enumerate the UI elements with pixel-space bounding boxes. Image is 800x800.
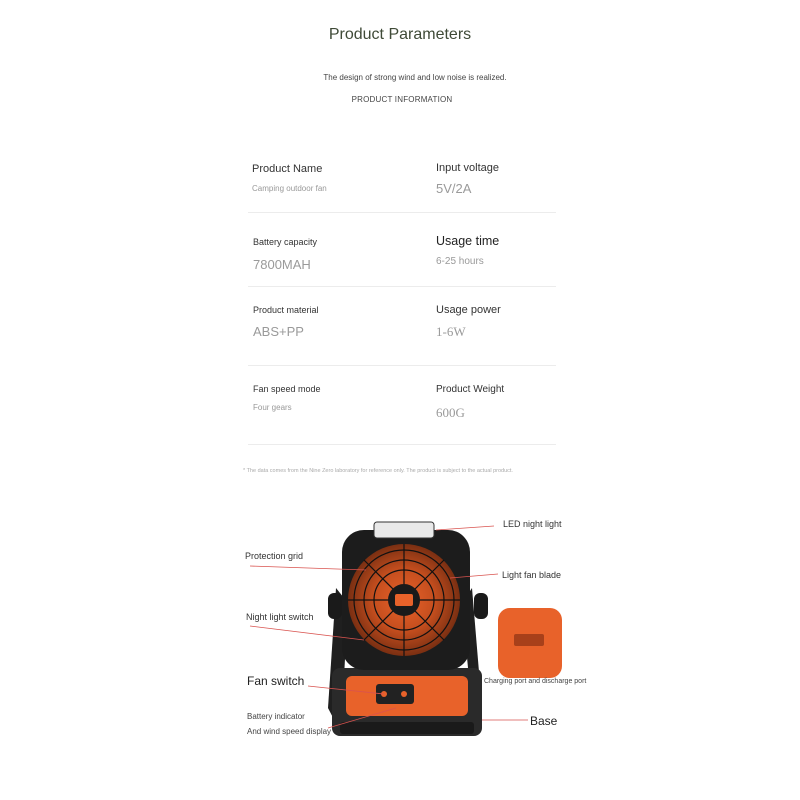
param-battery-capacity [253, 237, 317, 272]
param-label: Usage time [436, 234, 500, 248]
param-fan-speed-mode [253, 384, 321, 412]
param-input-voltage [436, 162, 499, 196]
divider [248, 286, 556, 287]
divider [248, 444, 556, 445]
button-dot [401, 691, 407, 697]
param-label: Product Weight [436, 384, 505, 395]
param-value: Camping outdoor fan [252, 184, 327, 193]
param-label: Fan speed mode [253, 384, 321, 394]
param-value: 5V/2A [436, 181, 472, 196]
section-label: PRODUCT INFORMATION [351, 95, 453, 104]
param-value: 7800MAH [253, 257, 311, 272]
param-label: Usage power [436, 304, 501, 316]
page-title: Product Parameters [328, 26, 472, 43]
label-charging-port: Charging port and discharge port [484, 678, 587, 685]
label-night-light-switch: Night light switch [246, 612, 314, 622]
fan-illustration [236, 508, 576, 760]
hub-badge [395, 594, 413, 606]
param-value: 600G [436, 405, 465, 420]
param-value: 1-6W [436, 324, 466, 339]
param-label: Product material [253, 305, 319, 315]
product-diagram [236, 508, 587, 760]
label-wind-speed-display: And wind speed display [247, 727, 332, 736]
label-base: Base [530, 714, 558, 728]
param-value: 6-25 hours [436, 256, 484, 267]
label-fan-switch: Fan switch [247, 674, 305, 688]
usb-port [514, 634, 544, 646]
param-product-material [253, 305, 319, 339]
param-product-name [252, 163, 327, 193]
param-usage-power [436, 304, 501, 340]
param-label: Product Name [252, 163, 323, 175]
footnote: * The data comes from the Nine Zero laboratory for reference only. The product is subject to the actual product. [243, 468, 513, 474]
divider [248, 365, 556, 366]
param-label: Battery capacity [253, 237, 318, 247]
label-protection-grid: Protection grid [245, 551, 304, 561]
label-battery-indicator: Battery indicator [247, 712, 305, 721]
base-foot [340, 722, 474, 734]
label-light-fan-blade: Light fan blade [502, 570, 562, 580]
param-label: Input voltage [436, 162, 499, 174]
page-subtitle: The design of strong wind and low noise is realized. [323, 73, 507, 82]
knob-left [328, 593, 342, 619]
param-usage-time [436, 234, 499, 267]
divider [248, 212, 556, 213]
param-value: ABS+PP [253, 324, 304, 339]
led-light [374, 522, 434, 538]
knob-right [474, 593, 488, 619]
param-value: Four gears [253, 403, 292, 412]
param-product-weight [436, 384, 504, 421]
label-led-night-light: LED night light [503, 519, 562, 529]
